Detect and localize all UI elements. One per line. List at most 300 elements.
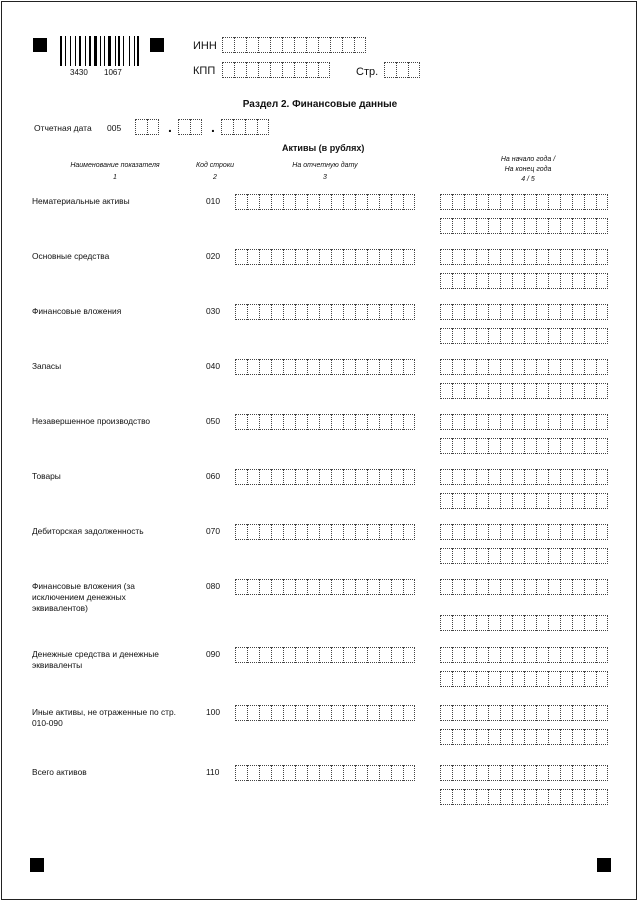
digit-cell[interactable] [391, 194, 403, 210]
digit-cell[interactable] [512, 414, 524, 430]
digit-cell[interactable] [235, 359, 247, 375]
digit-cell[interactable] [331, 194, 343, 210]
digit-cell[interactable] [596, 647, 608, 663]
digit-cell[interactable] [548, 579, 560, 595]
digit-cell[interactable] [343, 705, 355, 721]
digit-cell[interactable] [354, 37, 366, 53]
digit-cell[interactable] [259, 647, 271, 663]
digit-cell[interactable] [596, 359, 608, 375]
digit-cell[interactable] [270, 62, 282, 78]
digit-cell[interactable] [259, 469, 271, 485]
digit-cell[interactable] [464, 304, 476, 320]
digit-cell[interactable] [259, 765, 271, 781]
digit-cell[interactable] [307, 705, 319, 721]
digit-cell[interactable] [247, 524, 259, 540]
digit-cell[interactable] [403, 705, 415, 721]
digit-cell[interactable] [548, 273, 560, 289]
digit-cell[interactable] [464, 328, 476, 344]
digit-cell[interactable] [384, 62, 396, 78]
digit-cell[interactable] [476, 218, 488, 234]
digit-cell[interactable] [222, 37, 234, 53]
digit-cell[interactable] [596, 671, 608, 687]
digit-cell[interactable] [331, 579, 343, 595]
digit-cell[interactable] [295, 249, 307, 265]
digit-cell[interactable] [500, 579, 512, 595]
digit-cell[interactable] [524, 705, 536, 721]
digit-cell[interactable] [247, 359, 259, 375]
digit-cell[interactable] [367, 414, 379, 430]
digit-cell[interactable] [440, 273, 452, 289]
digit-cell[interactable] [548, 765, 560, 781]
digit-cell[interactable] [572, 789, 584, 805]
digit-cell[interactable] [572, 328, 584, 344]
digit-cell[interactable] [391, 647, 403, 663]
digit-cell[interactable] [572, 383, 584, 399]
current-value-field[interactable] [235, 765, 415, 781]
digit-cell[interactable] [488, 304, 500, 320]
digit-cell[interactable] [536, 615, 548, 631]
digit-cell[interactable] [379, 524, 391, 540]
digit-cell[interactable] [536, 729, 548, 745]
digit-cell[interactable] [476, 493, 488, 509]
digit-cell[interactable] [379, 249, 391, 265]
digit-cell[interactable] [464, 414, 476, 430]
digit-cell[interactable] [355, 359, 367, 375]
digit-cell[interactable] [560, 671, 572, 687]
digit-cell[interactable] [307, 579, 319, 595]
digit-cell[interactable] [283, 579, 295, 595]
digit-cell[interactable] [307, 414, 319, 430]
digit-cell[interactable] [306, 37, 318, 53]
digit-cell[interactable] [500, 383, 512, 399]
digit-cell[interactable] [560, 524, 572, 540]
digit-cell[interactable] [548, 218, 560, 234]
digit-cell[interactable] [259, 359, 271, 375]
digit-cell[interactable] [367, 765, 379, 781]
digit-cell[interactable] [560, 438, 572, 454]
digit-cell[interactable] [391, 579, 403, 595]
current-value-field[interactable] [235, 705, 415, 721]
digit-cell[interactable] [440, 328, 452, 344]
digit-cell[interactable] [548, 438, 560, 454]
digit-cell[interactable] [572, 524, 584, 540]
digit-cell[interactable] [318, 37, 330, 53]
digit-cell[interactable] [572, 469, 584, 485]
digit-cell[interactable] [512, 579, 524, 595]
digit-cell[interactable] [367, 705, 379, 721]
digit-cell[interactable] [524, 304, 536, 320]
digit-cell[interactable] [391, 705, 403, 721]
digit-cell[interactable] [307, 249, 319, 265]
digit-cell[interactable] [560, 765, 572, 781]
digit-cell[interactable] [283, 524, 295, 540]
digit-cell[interactable] [319, 304, 331, 320]
digit-cell[interactable] [488, 765, 500, 781]
digit-cell[interactable] [283, 705, 295, 721]
digit-cell[interactable] [476, 548, 488, 564]
digit-cell[interactable] [512, 647, 524, 663]
report-date-month[interactable] [178, 119, 202, 135]
digit-cell[interactable] [548, 304, 560, 320]
digit-cell[interactable] [524, 194, 536, 210]
digit-cell[interactable] [318, 62, 330, 78]
digit-cell[interactable] [440, 789, 452, 805]
digit-cell[interactable] [548, 524, 560, 540]
digit-cell[interactable] [307, 304, 319, 320]
digit-cell[interactable] [259, 524, 271, 540]
page-number-field[interactable] [384, 62, 420, 78]
digit-cell[interactable] [452, 359, 464, 375]
digit-cell[interactable] [500, 615, 512, 631]
digit-cell[interactable] [488, 438, 500, 454]
digit-cell[interactable] [247, 705, 259, 721]
digit-cell[interactable] [524, 615, 536, 631]
digit-cell[interactable] [319, 765, 331, 781]
start-of-year-field[interactable] [440, 647, 608, 663]
digit-cell[interactable] [560, 548, 572, 564]
digit-cell[interactable] [235, 647, 247, 663]
digit-cell[interactable] [584, 548, 596, 564]
digit-cell[interactable] [343, 249, 355, 265]
digit-cell[interactable] [464, 765, 476, 781]
digit-cell[interactable] [319, 469, 331, 485]
digit-cell[interactable] [283, 414, 295, 430]
digit-cell[interactable] [235, 524, 247, 540]
digit-cell[interactable] [488, 671, 500, 687]
digit-cell[interactable] [247, 765, 259, 781]
digit-cell[interactable] [548, 729, 560, 745]
digit-cell[interactable] [319, 359, 331, 375]
digit-cell[interactable] [548, 328, 560, 344]
digit-cell[interactable] [596, 249, 608, 265]
digit-cell[interactable] [295, 524, 307, 540]
digit-cell[interactable] [596, 194, 608, 210]
digit-cell[interactable] [343, 579, 355, 595]
digit-cell[interactable] [247, 647, 259, 663]
digit-cell[interactable] [572, 414, 584, 430]
digit-cell[interactable] [560, 705, 572, 721]
digit-cell[interactable] [500, 194, 512, 210]
digit-cell[interactable] [331, 524, 343, 540]
digit-cell[interactable] [584, 383, 596, 399]
end-of-year-field[interactable] [440, 218, 608, 234]
digit-cell[interactable] [488, 524, 500, 540]
digit-cell[interactable] [584, 524, 596, 540]
digit-cell[interactable] [452, 273, 464, 289]
digit-cell[interactable] [295, 359, 307, 375]
digit-cell[interactable] [560, 383, 572, 399]
digit-cell[interactable] [476, 524, 488, 540]
digit-cell[interactable] [500, 647, 512, 663]
digit-cell[interactable] [512, 493, 524, 509]
digit-cell[interactable] [476, 671, 488, 687]
digit-cell[interactable] [476, 304, 488, 320]
digit-cell[interactable] [524, 328, 536, 344]
end-of-year-field[interactable] [440, 328, 608, 344]
current-value-field[interactable] [235, 359, 415, 375]
digit-cell[interactable] [584, 194, 596, 210]
digit-cell[interactable] [452, 671, 464, 687]
digit-cell[interactable] [408, 62, 420, 78]
digit-cell[interactable] [295, 414, 307, 430]
digit-cell[interactable] [536, 218, 548, 234]
digit-cell[interactable] [536, 647, 548, 663]
digit-cell[interactable] [452, 249, 464, 265]
digit-cell[interactable] [464, 579, 476, 595]
digit-cell[interactable] [584, 765, 596, 781]
digit-cell[interactable] [319, 647, 331, 663]
digit-cell[interactable] [283, 359, 295, 375]
digit-cell[interactable] [584, 671, 596, 687]
digit-cell[interactable] [246, 37, 258, 53]
digit-cell[interactable] [355, 524, 367, 540]
digit-cell[interactable] [464, 729, 476, 745]
digit-cell[interactable] [440, 647, 452, 663]
digit-cell[interactable] [596, 789, 608, 805]
digit-cell[interactable] [190, 119, 202, 135]
digit-cell[interactable] [500, 729, 512, 745]
digit-cell[interactable] [235, 194, 247, 210]
digit-cell[interactable] [440, 359, 452, 375]
end-of-year-field[interactable] [440, 729, 608, 745]
digit-cell[interactable] [596, 304, 608, 320]
digit-cell[interactable] [548, 671, 560, 687]
digit-cell[interactable] [294, 37, 306, 53]
digit-cell[interactable] [259, 579, 271, 595]
digit-cell[interactable] [440, 524, 452, 540]
digit-cell[interactable] [247, 194, 259, 210]
digit-cell[interactable] [355, 194, 367, 210]
digit-cell[interactable] [295, 647, 307, 663]
digit-cell[interactable] [512, 705, 524, 721]
digit-cell[interactable] [464, 438, 476, 454]
digit-cell[interactable] [464, 671, 476, 687]
digit-cell[interactable] [259, 304, 271, 320]
digit-cell[interactable] [536, 194, 548, 210]
current-value-field[interactable] [235, 414, 415, 430]
digit-cell[interactable] [488, 647, 500, 663]
digit-cell[interactable] [367, 194, 379, 210]
digit-cell[interactable] [512, 524, 524, 540]
start-of-year-field[interactable] [440, 765, 608, 781]
start-of-year-field[interactable] [440, 524, 608, 540]
digit-cell[interactable] [367, 249, 379, 265]
digit-cell[interactable] [572, 218, 584, 234]
digit-cell[interactable] [560, 647, 572, 663]
digit-cell[interactable] [572, 615, 584, 631]
digit-cell[interactable] [452, 647, 464, 663]
digit-cell[interactable] [560, 414, 572, 430]
current-value-field[interactable] [235, 469, 415, 485]
digit-cell[interactable] [319, 705, 331, 721]
digit-cell[interactable] [512, 359, 524, 375]
digit-cell[interactable] [512, 273, 524, 289]
digit-cell[interactable] [355, 647, 367, 663]
digit-cell[interactable] [464, 359, 476, 375]
digit-cell[interactable] [476, 729, 488, 745]
digit-cell[interactable] [500, 789, 512, 805]
digit-cell[interactable] [235, 469, 247, 485]
digit-cell[interactable] [512, 304, 524, 320]
digit-cell[interactable] [440, 218, 452, 234]
digit-cell[interactable] [572, 705, 584, 721]
current-value-field[interactable] [235, 524, 415, 540]
digit-cell[interactable] [235, 765, 247, 781]
digit-cell[interactable] [440, 194, 452, 210]
digit-cell[interactable] [271, 524, 283, 540]
digit-cell[interactable] [355, 469, 367, 485]
digit-cell[interactable] [307, 359, 319, 375]
digit-cell[interactable] [524, 359, 536, 375]
digit-cell[interactable] [452, 524, 464, 540]
digit-cell[interactable] [331, 249, 343, 265]
digit-cell[interactable] [330, 37, 342, 53]
digit-cell[interactable] [488, 194, 500, 210]
digit-cell[interactable] [379, 359, 391, 375]
digit-cell[interactable] [524, 789, 536, 805]
digit-cell[interactable] [500, 765, 512, 781]
digit-cell[interactable] [548, 414, 560, 430]
digit-cell[interactable] [572, 249, 584, 265]
digit-cell[interactable] [572, 194, 584, 210]
digit-cell[interactable] [343, 469, 355, 485]
digit-cell[interactable] [572, 304, 584, 320]
start-of-year-field[interactable] [440, 194, 608, 210]
digit-cell[interactable] [488, 789, 500, 805]
digit-cell[interactable] [488, 414, 500, 430]
digit-cell[interactable] [271, 304, 283, 320]
digit-cell[interactable] [572, 671, 584, 687]
digit-cell[interactable] [331, 304, 343, 320]
start-of-year-field[interactable] [440, 249, 608, 265]
digit-cell[interactable] [572, 493, 584, 509]
digit-cell[interactable] [283, 194, 295, 210]
digit-cell[interactable] [476, 765, 488, 781]
current-value-field[interactable] [235, 249, 415, 265]
digit-cell[interactable] [512, 548, 524, 564]
digit-cell[interactable] [440, 414, 452, 430]
digit-cell[interactable] [379, 705, 391, 721]
digit-cell[interactable] [391, 524, 403, 540]
end-of-year-field[interactable] [440, 789, 608, 805]
digit-cell[interactable] [452, 615, 464, 631]
digit-cell[interactable] [403, 249, 415, 265]
digit-cell[interactable] [512, 615, 524, 631]
digit-cell[interactable] [379, 194, 391, 210]
digit-cell[interactable] [476, 705, 488, 721]
digit-cell[interactable] [234, 62, 246, 78]
digit-cell[interactable] [283, 647, 295, 663]
digit-cell[interactable] [572, 438, 584, 454]
digit-cell[interactable] [464, 524, 476, 540]
digit-cell[interactable] [500, 524, 512, 540]
digit-cell[interactable] [524, 729, 536, 745]
digit-cell[interactable] [452, 414, 464, 430]
inn-field[interactable] [222, 37, 366, 53]
digit-cell[interactable] [440, 383, 452, 399]
digit-cell[interactable] [524, 469, 536, 485]
start-of-year-field[interactable] [440, 705, 608, 721]
digit-cell[interactable] [584, 705, 596, 721]
digit-cell[interactable] [572, 765, 584, 781]
digit-cell[interactable] [403, 647, 415, 663]
current-value-field[interactable] [235, 579, 415, 595]
digit-cell[interactable] [355, 249, 367, 265]
digit-cell[interactable] [488, 493, 500, 509]
digit-cell[interactable] [355, 304, 367, 320]
digit-cell[interactable] [512, 383, 524, 399]
digit-cell[interactable] [536, 304, 548, 320]
digit-cell[interactable] [233, 119, 245, 135]
digit-cell[interactable] [524, 414, 536, 430]
digit-cell[interactable] [488, 548, 500, 564]
digit-cell[interactable] [295, 194, 307, 210]
digit-cell[interactable] [536, 765, 548, 781]
digit-cell[interactable] [440, 729, 452, 745]
digit-cell[interactable] [524, 671, 536, 687]
digit-cell[interactable] [548, 493, 560, 509]
digit-cell[interactable] [379, 647, 391, 663]
digit-cell[interactable] [560, 304, 572, 320]
digit-cell[interactable] [548, 469, 560, 485]
digit-cell[interactable] [476, 249, 488, 265]
digit-cell[interactable] [259, 194, 271, 210]
digit-cell[interactable] [476, 328, 488, 344]
digit-cell[interactable] [258, 62, 270, 78]
digit-cell[interactable] [379, 414, 391, 430]
digit-cell[interactable] [319, 579, 331, 595]
digit-cell[interactable] [452, 579, 464, 595]
digit-cell[interactable] [440, 469, 452, 485]
digit-cell[interactable] [476, 438, 488, 454]
digit-cell[interactable] [331, 765, 343, 781]
digit-cell[interactable] [488, 359, 500, 375]
digit-cell[interactable] [488, 218, 500, 234]
digit-cell[interactable] [235, 579, 247, 595]
digit-cell[interactable] [271, 647, 283, 663]
digit-cell[interactable] [452, 548, 464, 564]
digit-cell[interactable] [234, 37, 246, 53]
digit-cell[interactable] [367, 469, 379, 485]
digit-cell[interactable] [391, 765, 403, 781]
current-value-field[interactable] [235, 304, 415, 320]
digit-cell[interactable] [512, 249, 524, 265]
digit-cell[interactable] [560, 789, 572, 805]
digit-cell[interactable] [403, 524, 415, 540]
digit-cell[interactable] [452, 493, 464, 509]
digit-cell[interactable] [560, 615, 572, 631]
digit-cell[interactable] [235, 249, 247, 265]
digit-cell[interactable] [452, 469, 464, 485]
digit-cell[interactable] [246, 62, 258, 78]
digit-cell[interactable] [452, 705, 464, 721]
digit-cell[interactable] [367, 304, 379, 320]
digit-cell[interactable] [536, 273, 548, 289]
digit-cell[interactable] [596, 493, 608, 509]
digit-cell[interactable] [536, 383, 548, 399]
digit-cell[interactable] [379, 765, 391, 781]
digit-cell[interactable] [572, 729, 584, 745]
digit-cell[interactable] [403, 469, 415, 485]
digit-cell[interactable] [235, 304, 247, 320]
digit-cell[interactable] [584, 328, 596, 344]
digit-cell[interactable] [548, 194, 560, 210]
start-of-year-field[interactable] [440, 414, 608, 430]
digit-cell[interactable] [464, 615, 476, 631]
digit-cell[interactable] [257, 119, 269, 135]
digit-cell[interactable] [343, 647, 355, 663]
digit-cell[interactable] [295, 705, 307, 721]
